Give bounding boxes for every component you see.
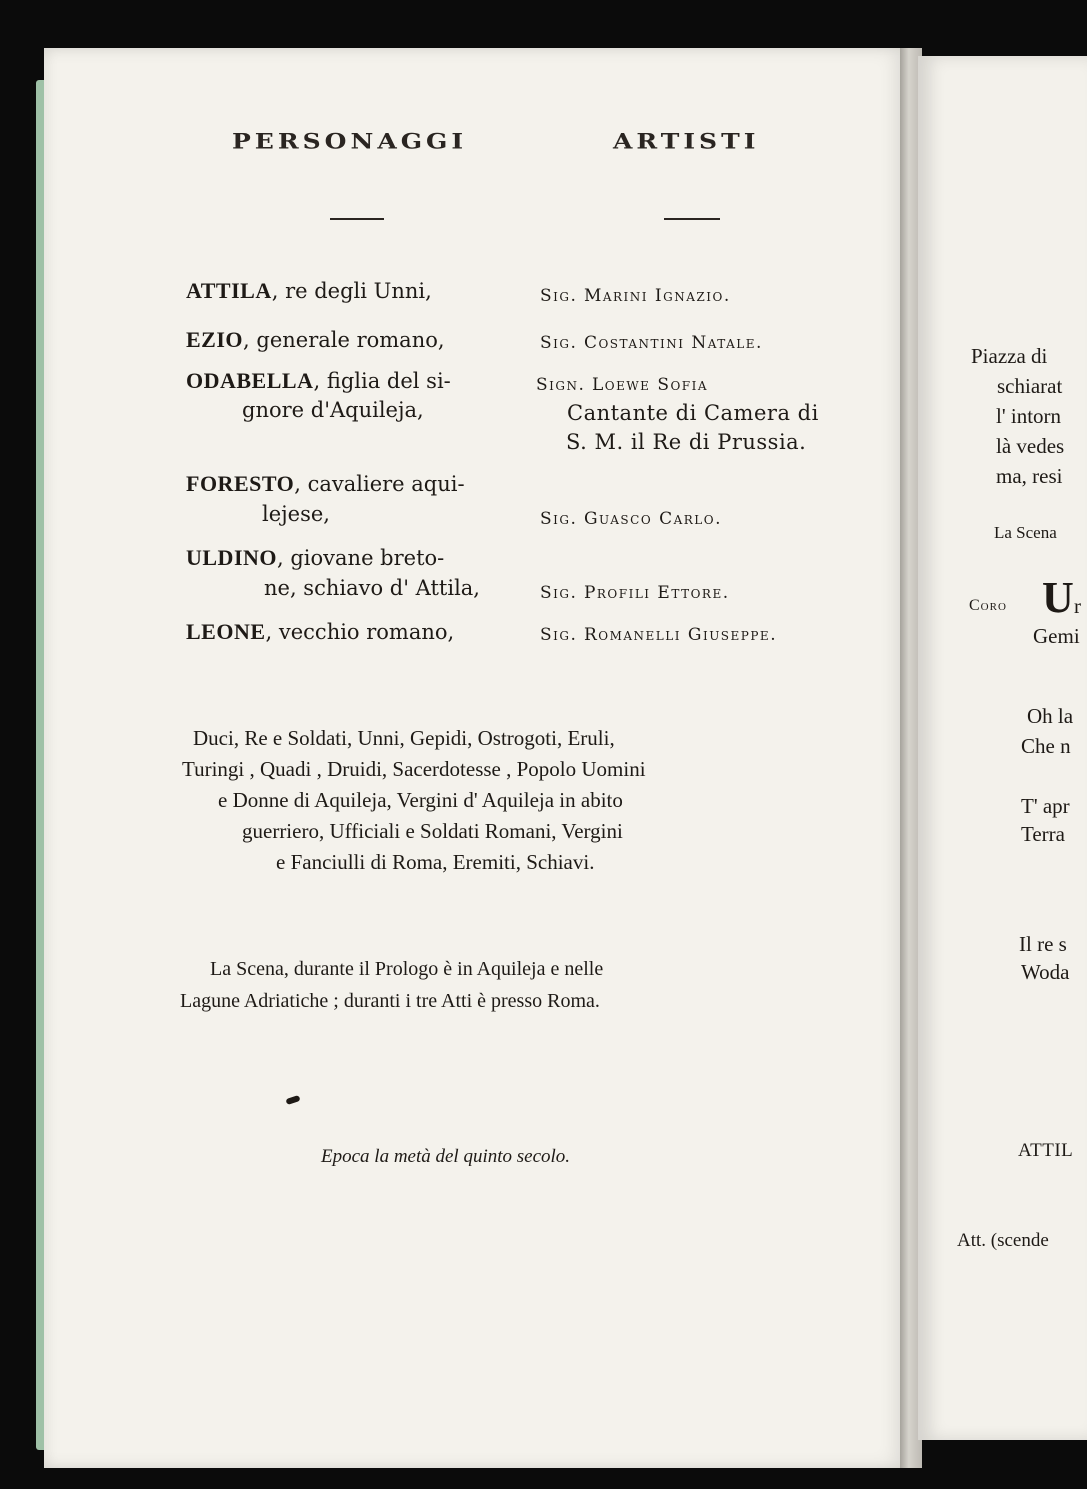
right-text-oh: Oh la	[1027, 704, 1074, 728]
chorus-line-1: Duci, Re e Soldati, Unni, Gepidi, Ostrogoti, Eruli,	[193, 726, 615, 750]
right-text-gemi: Gemi	[1033, 624, 1080, 648]
chorus-line-2: Turingi , Quadi , Druidi, Sacerdotesse , Popolo Uomini	[182, 757, 646, 781]
cast-role-uldino-cont: ne, schiavo d' Attila,	[264, 576, 480, 600]
chorus-line-5: e Fanciulli di Roma, Eremiti, Schiavi.	[276, 850, 595, 874]
cast-role-foresto-cont: lejese,	[262, 502, 330, 526]
right-text-che: Che n	[1021, 734, 1071, 758]
cast-artist-odabella-line2: Cantante di Camera di	[567, 401, 819, 425]
right-text-tapr: T' apr	[1021, 794, 1070, 818]
cast-artist-ezio: Sig. Costantini Natale.	[540, 333, 763, 353]
right-text-scena: La Scena	[994, 523, 1057, 542]
cast-role-ezio: EZIO, generale romano,	[186, 327, 445, 352]
right-text-att: Att. (scende	[957, 1230, 1049, 1251]
cast-role-leone: LEONE, vecchio romano,	[186, 619, 455, 644]
header-rule-left	[330, 218, 384, 220]
cast-role-odabella: ODABELLA, figlia del si-	[186, 368, 451, 393]
right-text-line5: ma, resi	[996, 464, 1063, 488]
cast-role-attila: ATTILA, re degli Unni,	[186, 278, 432, 303]
right-text-line2: schiarat	[997, 374, 1063, 398]
cast-artist-attila: Sig. Marini Ignazio.	[540, 286, 731, 306]
right-text-line4: là vedes	[996, 434, 1065, 458]
right-text-ilre: Il re s	[1019, 932, 1067, 956]
chorus-line-4: guerriero, Ufficiali e Soldati Romani, Vergini	[242, 819, 623, 843]
cast-role-odabella-cont: gnore d'Aquileja,	[242, 398, 424, 422]
cast-role-uldino: ULDINO, giovane breto-	[186, 545, 445, 570]
cast-artist-odabella: Sign. Loewe Sofia	[536, 375, 709, 395]
right-text-dropcap-cont: r	[1074, 594, 1081, 618]
right-text-woda: Woda	[1021, 960, 1070, 984]
cast-artist-uldino: Sig. Profili Ettore.	[540, 583, 730, 603]
cast-role-foresto: FORESTO, cavaliere aqui-	[186, 471, 465, 496]
right-text-piazza: Piazza di	[971, 344, 1048, 368]
right-text-terra: Terra	[1021, 822, 1065, 846]
right-text-attila: ATTIL	[1018, 1140, 1074, 1161]
right-page	[918, 56, 1087, 1440]
scene-line-1: La Scena, durante il Prologo è in Aquileja e nelle	[210, 958, 604, 980]
scene-line-2: Lagune Adriatiche ; duranti i tre Atti è presso Roma.	[180, 990, 600, 1012]
epoch-line: Epoca la metà del quinto secolo.	[321, 1146, 571, 1167]
cast-artist-foresto: Sig. Guasco Carlo.	[540, 509, 722, 529]
header-rule-right	[664, 218, 720, 220]
right-text-coro: Coro	[969, 597, 1007, 614]
chorus-line-3: e Donne di Aquileja, Vergini d' Aquileja in abito	[218, 788, 623, 812]
right-text-line3: l' intorn	[996, 404, 1062, 428]
cast-artist-leone: Sig. Romanelli Giuseppe.	[540, 625, 778, 645]
header-artists: ARTISTI	[613, 129, 760, 154]
right-text-dropcap: U	[1042, 573, 1074, 622]
cast-artist-odabella-line3: S. M. il Re di Prussia.	[566, 430, 807, 454]
header-characters: PERSONAGGI	[232, 129, 468, 154]
